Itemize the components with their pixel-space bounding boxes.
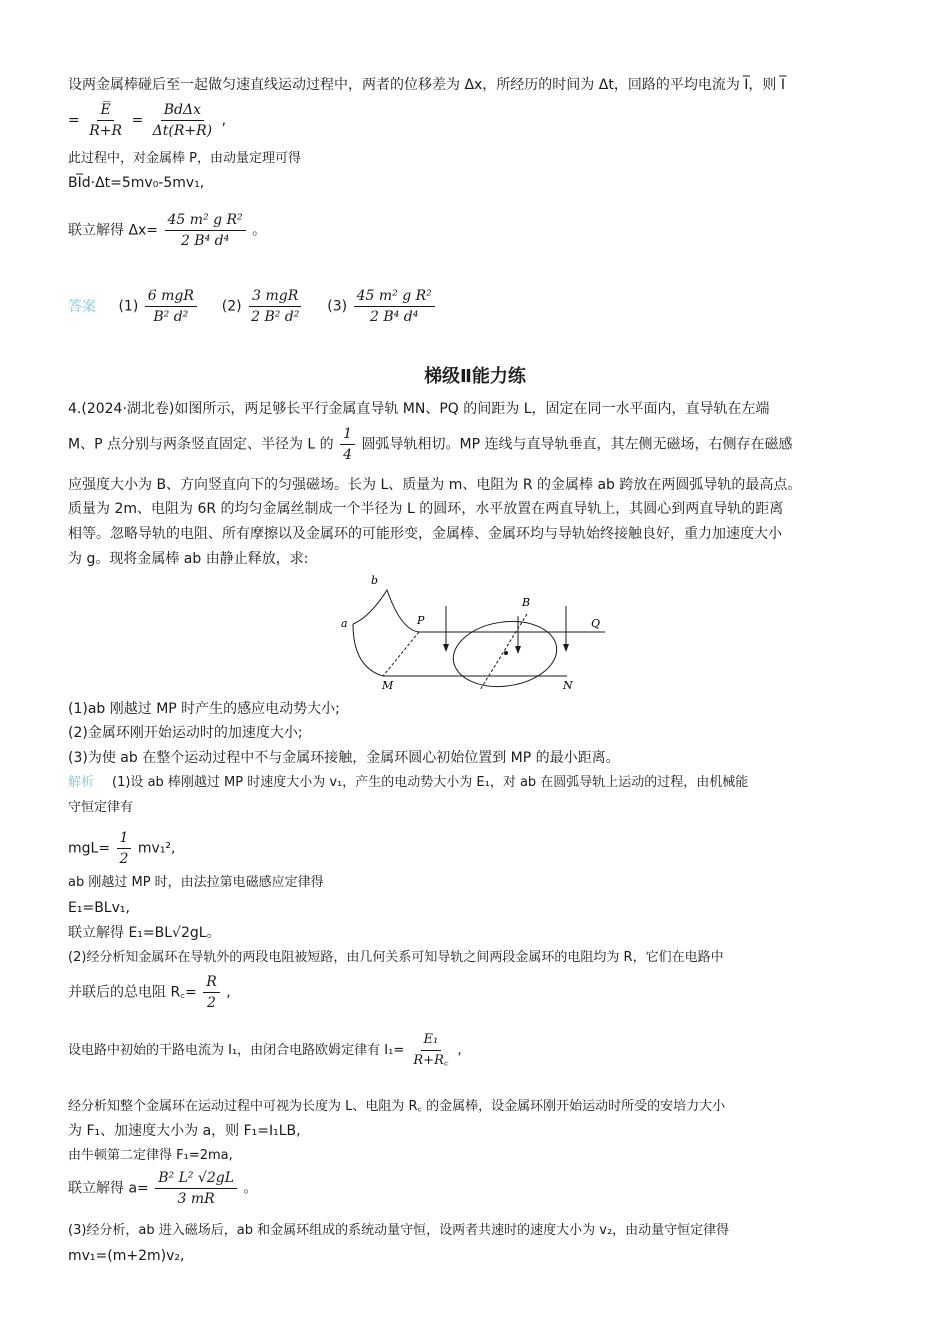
solution-line: 由牛顿第二定律得 F₁=2ma,: [68, 1148, 233, 1163]
eq-prefix: 并联后的总电阻 R꜀=: [68, 984, 197, 1001]
text-line: 设两金属棒碰后至一起做匀速直线运动过程中，两者的位移差为 Δx，所经历的时间为 Δt，回路的平均电流为 I̅，则 I̅: [68, 77, 785, 93]
eq-tail: mv₁²,: [137, 840, 176, 857]
solution-line: (2)经分析知金属环在导轨外的两段电阻被短路，由几何关系可知导轨之间两段金属环的电阻均为 R，它们在电路中: [68, 950, 724, 965]
equation-line: [68, 1030, 462, 1071]
fraction-numerator: BdΔx: [161, 100, 204, 121]
eq-prefix: 联立解得 a=: [68, 1180, 149, 1197]
label-Q: Q: [591, 617, 601, 630]
fraction: [354, 286, 435, 327]
fraction-numerator: 1: [117, 828, 132, 849]
ring-center: [504, 651, 508, 655]
equation-line: [68, 1168, 257, 1209]
eq-prefix: mgL=: [68, 840, 111, 857]
fraction-denominator: 4: [343, 447, 353, 463]
eq-equals: =: [131, 112, 144, 129]
fraction-numerator: E₁: [421, 1030, 442, 1051]
question-3: (3)为使 ab 在整个运动过程中不与金属环接触，金属环圆心初始位置到 MP 的最小距离。: [68, 750, 620, 766]
arc-rail-front: [353, 590, 419, 632]
physics-figure: [335, 572, 615, 692]
solution-tag: 解析: [68, 775, 95, 790]
answer-tag: 答案: [68, 298, 96, 315]
solution-line: ab 刚越过 MP 时，由法拉第电磁感应定律得: [68, 875, 324, 890]
equation-line: [68, 972, 231, 1013]
equation-line: [68, 210, 266, 251]
equation-line: 联立解得 E₁=BL√2gL。: [68, 925, 221, 941]
eq-tail: ,: [226, 984, 231, 1001]
answer-part-label: (1): [118, 298, 139, 315]
problem-text: 质量为 2m、电阻为 6R 的均匀金属丝制成一个半径为 L 的圆环，水平放置在两直导轨上，其圆心到两直导轨的距离: [68, 501, 784, 517]
eq-tail: ,: [457, 1043, 462, 1058]
fraction-denominator: 2 B⁴ d⁴: [370, 309, 419, 325]
fraction: [248, 286, 302, 327]
solution-line: (3)经分析，ab 进入磁场后，ab 和金属环组成的系统动量守恒，设两者共速时的速度大小为 v₂，由动量守恒定律得: [68, 1223, 730, 1238]
fraction-numerator: 1: [340, 424, 355, 445]
fraction: [340, 424, 355, 465]
label-M: M: [382, 679, 394, 692]
fraction: [203, 972, 220, 1013]
problem-text: 为 g。现将金属棒 ab 由静止释放，求:: [68, 551, 309, 567]
problem-text: 相等。忽略导轨的电阻、所有摩擦以及金属环的可能形变，金属棒、金属环均与导轨始终接触良好，重力加速度大小: [68, 526, 782, 542]
problem-text: 应强度大小为 B、方向竖直向下的匀强磁场。长为 L、质量为 m、电阻为 R 的金属棒 ab 跨放在两圆弧导轨的最高点。: [68, 477, 802, 493]
solution-line: 为 F₁、加速度大小为 a，则 F₁=I₁LB,: [68, 1123, 301, 1139]
eq-tail: ,: [221, 112, 227, 129]
problem-text-segment: 圆弧导轨相切。MP 连线与直导轨垂直，其左侧无磁场，右侧存在磁感: [361, 436, 793, 453]
question-1: (1)ab 刚越过 MP 时产生的感应电动势大小;: [68, 701, 340, 717]
solution-line: 经分析知整个金属环在运动过程中可视为长度为 L、电阻为 R꜀ 的金属棒，设金属环刚开始运动时所受的安培力大小: [68, 1099, 726, 1114]
mp-line: [383, 632, 419, 676]
fraction-numerator: R: [203, 972, 220, 993]
solution-line: [68, 772, 748, 794]
problem-text: [68, 424, 792, 465]
eq-prefix: 设电路中初始的干路电流为 I₁，由闭合电路欧姆定律有 I₁=: [68, 1043, 405, 1058]
eq-tail: 。: [252, 222, 267, 239]
label-a: a: [341, 617, 348, 630]
fraction: [165, 210, 246, 251]
fraction: [145, 286, 197, 327]
fraction: [86, 100, 125, 141]
solution-text: (1)设 ab 棒刚越过 MP 时速度大小为 v₁，产生的电动势大小为 E₁，对 ab 在圆弧导轨上运动的过程，由机械能: [112, 775, 749, 790]
fraction: [150, 100, 215, 141]
fraction-denominator: 3 mR: [177, 1191, 215, 1207]
eq-prefix: 联立解得 Δx=: [68, 222, 159, 239]
answer-line: [68, 286, 437, 327]
solution-line: 守恒定律有: [68, 800, 134, 815]
label-N: N: [563, 679, 573, 692]
arrowhead: [443, 644, 449, 652]
answer-part-label: (3): [327, 298, 348, 315]
section-title: 梯级Ⅱ能力练: [424, 366, 526, 387]
fraction-denominator: 2 B⁴ d⁴: [180, 233, 230, 249]
equation-line: mv₁=(m+2m)v₂,: [68, 1248, 185, 1264]
eq-tail: 。: [243, 1180, 258, 1197]
fraction-denominator: R+R꜀: [413, 1053, 449, 1068]
fraction: [117, 828, 132, 869]
label-b: b: [371, 574, 379, 587]
fraction-denominator: 2: [207, 995, 216, 1011]
eq-equals: =: [68, 112, 80, 129]
arrowhead: [515, 646, 521, 654]
equation-line: [68, 828, 176, 869]
problem-text: 4.(2024·湖北卷)如图所示，两足够长平行金属直导轨 MN、PQ 的间距为 L，固定在同一水平面内，直导轨在左端: [68, 401, 770, 417]
text-line: 此过程中，对金属棒 P，由动量定理可得: [68, 151, 301, 166]
fraction-denominator: Δt(R+R): [152, 123, 213, 139]
problem-text-segment: M、P 点分别与两条竖直固定、半径为 L 的: [68, 436, 334, 453]
question-2: (2)金属环刚开始运动时的加速度大小;: [68, 725, 303, 741]
fraction-numerator: 3 mgR: [249, 286, 301, 307]
fraction: [410, 1030, 451, 1071]
fraction-denominator: 2: [119, 851, 129, 867]
fraction-denominator: B² d²: [153, 309, 189, 325]
fraction-numerator: 6 mgR: [145, 286, 197, 307]
equation-line: BI̅d·Δt=5mv₀-5mv₁,: [68, 175, 205, 191]
fraction-numerator: B² L² √2gL: [155, 1168, 237, 1189]
fraction: [155, 1168, 237, 1209]
label-B: B: [522, 596, 531, 609]
fraction-denominator: 2 B² d²: [251, 309, 300, 325]
fraction-denominator: R+R: [89, 123, 122, 139]
arrowhead: [563, 644, 569, 652]
equation-line: E₁=BLv₁,: [68, 900, 130, 916]
fraction-numerator: 45 m² g R²: [165, 210, 246, 231]
equation-line: [68, 100, 226, 141]
fraction-numerator: 45 m² g R²: [354, 286, 435, 307]
fraction-numerator: E̅: [97, 100, 113, 121]
label-P: P: [417, 614, 425, 627]
arc-rail-back: [353, 624, 383, 676]
answer-part-label: (2): [221, 298, 242, 315]
